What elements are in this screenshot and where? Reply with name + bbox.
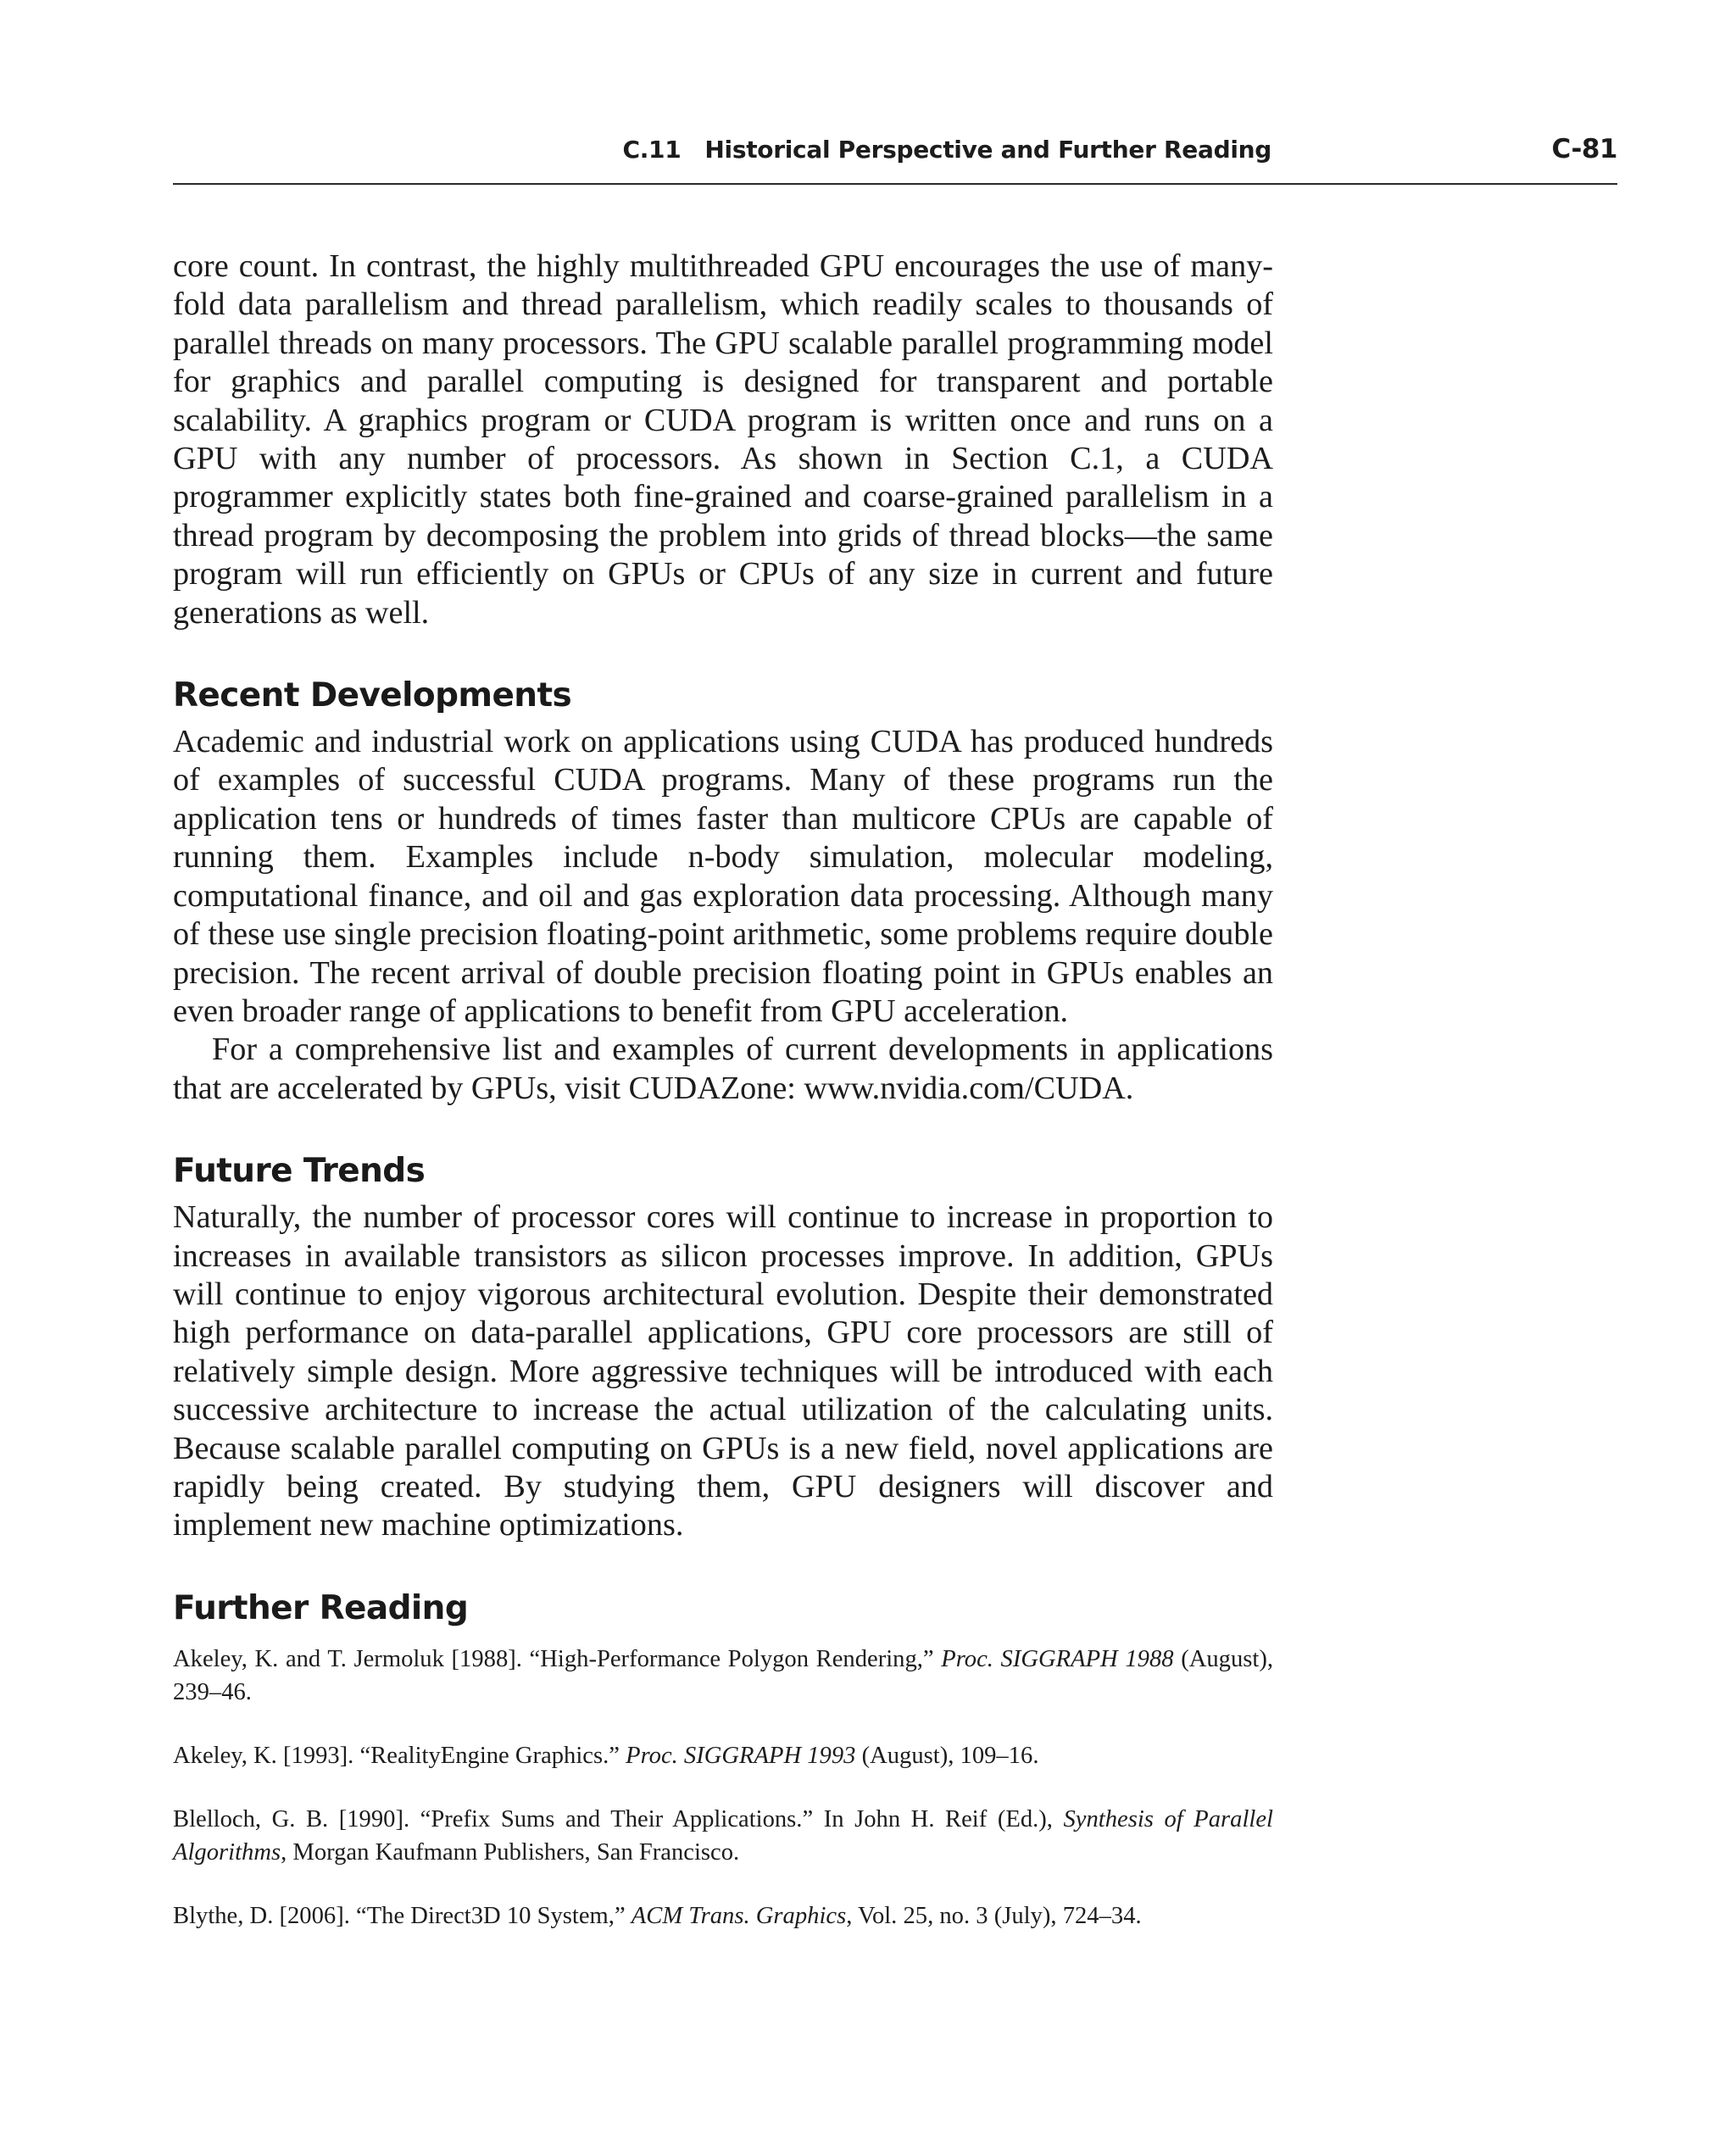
page-number: C-81	[1551, 134, 1617, 164]
running-header	[173, 127, 1617, 185]
reference-text: (August), 239–46.	[173, 1645, 1273, 1705]
reference-text: Akeley, K. [1993]. “RealityEngine Graphics.”	[173, 1742, 626, 1769]
reference-list	[173, 1643, 1273, 1932]
reference-text: (August), 109–16.	[855, 1742, 1039, 1769]
reference-item	[173, 1739, 1273, 1772]
reference-item	[173, 1899, 1273, 1932]
reference-venue: ACM Trans. Graphics	[631, 1902, 847, 1929]
running-header-title	[622, 136, 1271, 164]
reference-text: Akeley, K. and T. Jermoluk [1988]. “High-Performance Polygon Rendering,”	[173, 1645, 942, 1672]
reference-item	[173, 1643, 1273, 1709]
recent-developments-paragraph: For a comprehensive list and examples of current developments in applications that are accelerated by GPUs, visit CUDAZone: www.nvidia.com/CUDA.	[173, 1032, 1273, 1106]
intro-paragraph: core count. In contrast, the highly multithreaded GPU encourages the use of many-fold data parallelism and thread parallelism, which readily scales to thousands of parallel threads on many processors. The GPU scalable parallel programming model for graphics and parallel computing is designed for transparent and portable scalability. A graphics program or CUDA program is written once and runs on a GPU with any number of processors. As shown in Section C.1, a CUDA programmer explicitly states both fine-grained and coarse-grained parallelism in a thread program by decomposing the problem into grids of thread blocks—the same program will run efficiently on GPUs or CPUs of any size in current and future generations as well.	[173, 248, 1273, 631]
reference-item	[173, 1803, 1273, 1869]
section-title: Historical Perspective and Further Reading	[704, 136, 1271, 164]
section-heading-further-reading: Further Reading	[173, 1588, 469, 1627]
future-trends-paragraph: Naturally, the number of processor cores will continue to increase in proportion to increases in available transistors as silicon processes improve. In addition, GPUs will continue to enjoy vigorous architectural evolution. Despite their demonstrated high performance on data-parallel applications, GPU core processors are still of relatively simple design. More aggressive techniques will be introduced with each successive architecture to increase the actual utilization of the calculating units. Because scalable parallel computing on GPUs is a new field, novel applications are rapidly being created. By studying them, GPU designers will discover and implement new machine optimizations.	[173, 1199, 1273, 1543]
recent-developments-paragraph: Academic and industrial work on applications using CUDA has produced hundreds of examples of successful CUDA programs. Many of these programs run the application tens or hundreds of times faster than multicore CPUs are capable of running them. Examples include n-body simulation, molecular modeling, computational finance, and oil and gas exploration data processing. Although many of these use single precision floating-point arithmetic, some problems require double precision. The recent arrival of double precision floating point in GPUs enables an even broader range of applications to benefit from GPU acceleration.	[173, 724, 1273, 1029]
section-heading-recent-developments: Recent Developments	[173, 676, 572, 715]
section-number: C.11	[622, 136, 682, 164]
reference-venue: Synthesis of Parallel Algorithms	[173, 1805, 1273, 1866]
section-heading-future-trends: Future Trends	[173, 1152, 426, 1191]
reference-venue: Proc. SIGGRAPH 1993	[626, 1742, 856, 1769]
reference-text: , Morgan Kaufmann Publishers, San Francisco.	[281, 1838, 740, 1866]
reference-text: Blythe, D. [2006]. “The Direct3D 10 System,”	[173, 1902, 632, 1929]
reference-text: , Vol. 25, no. 3 (July), 724–34.	[846, 1902, 1142, 1929]
reference-text: Blelloch, G. B. [1990]. “Prefix Sums and Their Applications.” In John H. Reif (Ed.),	[173, 1805, 1064, 1832]
page-content	[173, 247, 1273, 1963]
reference-venue: Proc. SIGGRAPH 1988	[941, 1645, 1174, 1672]
